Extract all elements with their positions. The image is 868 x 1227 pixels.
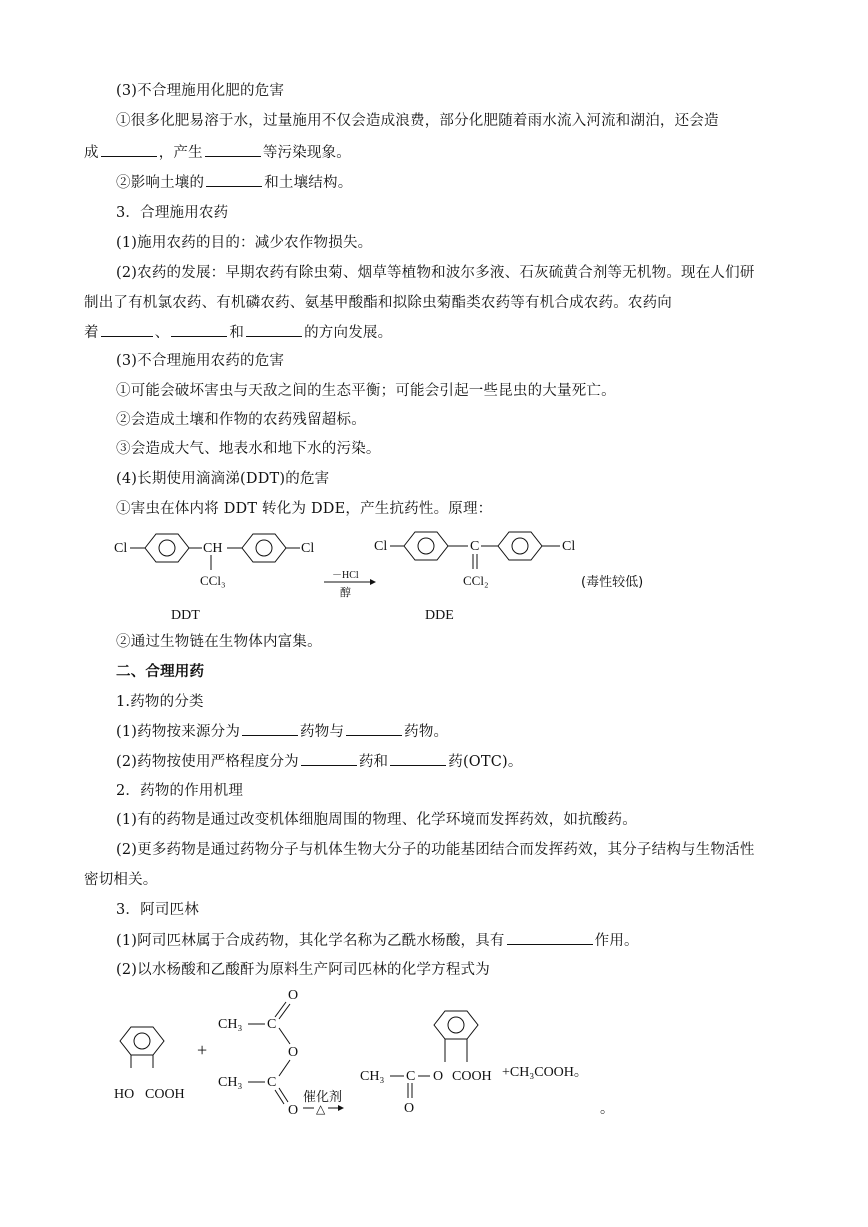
- fill-blank: [101, 142, 157, 157]
- benzene-ring: [242, 534, 286, 562]
- methyl-label: CH₃: [360, 1069, 385, 1084]
- period-mark: 。: [600, 1102, 614, 1117]
- pesticide-harm-1: ①可能会破坏害虫与天敌之间的生态平衡；可能会引起一些昆虫的大量死亡。: [116, 383, 616, 399]
- benzene-ring: [404, 532, 448, 560]
- fertilizer-point-2: [116, 172, 352, 193]
- pesticide-purpose: (1)施用农药的目的：减少农作物损失。: [116, 235, 373, 251]
- methyl-label: CH₃: [218, 1017, 243, 1032]
- text: (2)药物按使用严格程度分为: [116, 754, 299, 770]
- fertilizer-point-1-line2: [84, 142, 351, 163]
- ccl2-group-label: CCl₂: [463, 573, 489, 588]
- fill-blank: [246, 322, 302, 337]
- oxygen-label: O: [288, 1103, 299, 1118]
- aspirin-point-1: [116, 930, 639, 951]
- heat-symbol: △: [316, 1102, 326, 1116]
- hydroxyl-label: HO: [114, 1087, 135, 1102]
- aspirin-synthesis-diagram: [100, 982, 640, 1127]
- section-medicine-title: 二、合理用药: [116, 664, 205, 680]
- fill-blank: [390, 751, 446, 766]
- text: 药和: [358, 754, 389, 770]
- pesticide-development-line3: [84, 322, 392, 343]
- pesticide-harm-3: ③会造成大气、地表水和地下水的污染。: [116, 441, 381, 457]
- benzene-ring: [498, 532, 542, 560]
- carbon-label: C: [406, 1069, 416, 1084]
- text: ②影响土壤的: [116, 175, 205, 191]
- dde-label: DDE: [425, 608, 454, 623]
- carbon-label: C: [470, 539, 480, 554]
- acetic-acid-byproduct: +CH₃COOH。: [502, 1065, 588, 1080]
- fill-blank: [101, 322, 153, 337]
- oxygen-label: O: [288, 1045, 299, 1060]
- text: 成: [84, 145, 99, 161]
- text: ，产生: [158, 145, 203, 161]
- text: 药物。: [404, 724, 449, 740]
- catalyst-label: 催化剂: [303, 1090, 343, 1105]
- fill-blank: [301, 751, 357, 766]
- fertilizer-point-1-line1: ①很多化肥易溶于水，过量施用不仅会造成浪费，部分化肥随着雨水流入河流和湖泊，还会造: [116, 113, 719, 129]
- chlorine-label: Cl: [301, 541, 315, 556]
- benzene-ring: [434, 1011, 478, 1039]
- fill-blank: [507, 930, 593, 945]
- fill-blank: [242, 721, 298, 736]
- medicine-mechanism-1: (1)有的药物是通过改变机体细胞周围的物理、化学环境而发挥药效，如抗酸药。: [116, 812, 637, 828]
- carbon-label: C: [267, 1017, 277, 1032]
- ddt-harm-2: ②通过生物链在生物体内富集。: [116, 634, 322, 650]
- benzene-ring: [145, 534, 189, 562]
- toxicity-note: (毒性较低): [581, 575, 644, 590]
- text: 等污染现象。: [262, 145, 352, 161]
- text: 药物与: [300, 724, 345, 740]
- benzene-ring: [120, 1027, 164, 1055]
- carbon-label: C: [267, 1075, 277, 1090]
- aspirin-point-2: (2)以水杨酸和乙酸酐为原料生产阿司匹林的化学方程式为: [116, 962, 490, 978]
- plus-sign: +: [197, 1040, 208, 1060]
- medicine-mechanism-title: 2．药物的作用机理: [116, 783, 244, 799]
- text: 、: [154, 325, 170, 341]
- pesticide-development-line1: (2)农药的发展：早期农药有除虫菊、烟草等植物和波尔多液、石灰硫黄合剂等无机物。现在人们研: [116, 265, 755, 281]
- reaction-condition-hcl: －HCl: [332, 570, 359, 581]
- reaction-condition-alcohol: 醇: [340, 586, 351, 599]
- medicine-classification-1: [116, 721, 448, 742]
- ch-group-label: CH: [203, 541, 223, 556]
- text: 和: [229, 325, 245, 341]
- ddt-harm-1: ①害虫在体内将 DDT 转化为 DDE，产生抗药性。原理：: [116, 501, 493, 517]
- medicine-classification-title: 1.药物的分类: [116, 694, 204, 710]
- text: (1)阿司匹林属于合成药物，其化学名称为乙酰水杨酸，具有: [116, 933, 505, 949]
- ddt-dde-reaction-diagram: [100, 522, 680, 632]
- aspirin-title: 3．阿司匹林: [116, 902, 199, 918]
- fill-blank: [346, 721, 402, 736]
- oxygen-label: O: [404, 1101, 415, 1116]
- fill-blank: [171, 322, 227, 337]
- carboxyl-label: COOH: [452, 1069, 492, 1084]
- text: 药(OTC)。: [448, 754, 523, 770]
- medicine-mechanism-2-line1: (2)更多药物是通过药物分子与机体生物大分子的功能基团结合而发挥药效，其分子结构与生物活性: [116, 842, 755, 858]
- ddt-harm-title: (4)长期使用滴滴涕(DDT)的危害: [116, 471, 330, 487]
- chlorine-label: Cl: [114, 541, 128, 556]
- carboxyl-label: COOH: [145, 1087, 185, 1102]
- chlorine-label: Cl: [562, 539, 576, 554]
- fill-blank: [206, 172, 262, 187]
- section-pesticide-title: 3．合理施用农药: [116, 205, 229, 221]
- pesticide-harm-2: ②会造成土壤和作物的农药残留超标。: [116, 412, 366, 428]
- methyl-label: CH₃: [218, 1075, 243, 1090]
- fill-blank: [205, 142, 261, 157]
- medicine-classification-2: [116, 751, 523, 772]
- pesticide-development-line2: 制出了有机氯农药、有机磷农药、氨基甲酸酯和拟除虫菊酯类农药等有机合成农药。农药向: [84, 295, 672, 311]
- oxygen-label: O: [288, 988, 299, 1003]
- pesticide-harm-title: (3)不合理施用农药的危害: [116, 353, 285, 369]
- text: 的方向发展。: [304, 325, 393, 341]
- ccl3-group-label: CCl₃: [200, 573, 226, 588]
- section-fertilizer-harm-title: (3)不合理施用化肥的危害: [116, 83, 285, 99]
- oxygen-label: O: [433, 1069, 444, 1084]
- text: 作用。: [594, 933, 639, 949]
- text: (1)药物按来源分为: [116, 724, 241, 740]
- medicine-mechanism-2-line2: 密切相关。: [84, 872, 158, 888]
- text: 和土壤结构。: [264, 175, 353, 191]
- ddt-label: DDT: [171, 608, 200, 623]
- text: 着: [84, 325, 99, 341]
- chlorine-label: Cl: [374, 539, 388, 554]
